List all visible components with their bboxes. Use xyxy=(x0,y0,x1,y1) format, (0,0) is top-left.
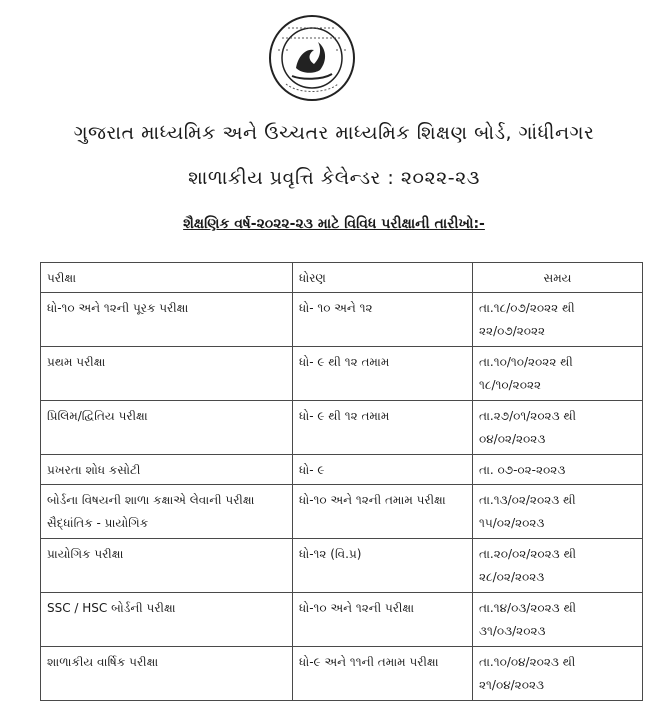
board-seal-logo xyxy=(268,14,356,102)
time-end: ૧૫/૦૨/૨૦૨૩ xyxy=(479,516,545,530)
standard-cell: ધો- ૧૦ અને ૧૨ xyxy=(293,293,473,347)
time-cell xyxy=(473,485,643,539)
table-row xyxy=(41,485,643,539)
time-end: ૧૮/૧૦/૨૦૨૨ xyxy=(479,378,542,392)
time-end: ૦૪/૦૨/૨૦૨૩ xyxy=(479,432,546,446)
header-time: સમય xyxy=(473,263,643,293)
standard-cell: ધો-૧૨ (વિ.પ્ર) xyxy=(293,539,473,593)
table-row xyxy=(41,401,643,455)
table-header-row xyxy=(41,263,643,293)
time-cell xyxy=(473,293,643,347)
header-exam: પરીક્ષા xyxy=(41,263,293,293)
exam-dates-subtitle: શૈક્ષણિક વર્ષ-૨૦૨૨-૨૩ માટે વિવિધ પરીક્ષાની તારીખો:- xyxy=(183,216,485,232)
exam-cell: SSC / HSC બોર્ડની પરીક્ષા xyxy=(41,593,293,647)
exam-cell: ધો-૧૦ અને ૧૨ની પૂરક પરીક્ષા xyxy=(41,293,293,347)
time-end: ૨૮/૦૨/૨૦૨૩ xyxy=(479,570,545,584)
time-end: ૨૧/૦૪/૨૦૨૩ xyxy=(479,678,544,692)
exam-cell: પ્રાયોગિક પરીક્ષા xyxy=(41,539,293,593)
time-start: તા.૧૦/૧૦/૨૦૨૨ થી xyxy=(479,355,573,369)
time-cell xyxy=(473,647,643,701)
time-cell xyxy=(473,593,643,647)
table-row xyxy=(41,647,643,701)
time-start: તા.૨૭/૦૧/૨૦૨૩ થી xyxy=(479,409,577,423)
standard-cell: ધો-૯ અને ૧૧ની તમામ પરીક્ષા xyxy=(293,647,473,701)
standard-cell: ધો- ૯ થી ૧૨ તમામ xyxy=(293,401,473,455)
time-start: તા.૧૪/૦૩/૨૦૨૩ થી xyxy=(479,601,577,615)
exam-cell: બોર્ડના વિષયની શાળા કક્ષાએ લેવાની પરીક્ષા સૈદ્ધાંતિક - પ્રાયોગિક xyxy=(41,485,293,539)
standard-cell: ધો-૧૦ અને ૧૨ની તમામ પરીક્ષા xyxy=(293,485,473,539)
time-start: તા.૧૮/૦૭/૨૦૨૨ થી xyxy=(479,301,575,315)
time-start: તા.૧૦/૦૪/૨૦૨૩ થી xyxy=(479,655,576,669)
standard-cell: ધો-૧૦ અને ૧૨ની પરીક્ષા xyxy=(293,593,473,647)
exam-cell: પ્રિલિમ/દ્વિતિય પરીક્ષા xyxy=(41,401,293,455)
time-cell xyxy=(473,401,643,455)
exam-schedule-table xyxy=(40,262,643,701)
time-cell xyxy=(473,539,643,593)
table-row xyxy=(41,593,643,647)
time-start: તા.૧૩/૦૨/૨૦૨૩ થી xyxy=(479,493,576,507)
exam-cell: શાળાકીય વાર્ષિક પરીક્ષા xyxy=(41,647,293,701)
table-row xyxy=(41,539,643,593)
table-row xyxy=(41,455,643,485)
time-end: ૩૧/૦૩/૨૦૨૩ xyxy=(479,624,546,638)
standard-cell: ધો- ૯ થી ૧૨ તમામ xyxy=(293,347,473,401)
table-row xyxy=(41,347,643,401)
time-start: તા.૨૦/૦૨/૨૦૨૩ થી xyxy=(479,547,577,561)
table-row xyxy=(41,293,643,347)
time-cell: તા. ૦૭-૦૨-૨૦૨૩ xyxy=(473,455,643,485)
time-cell xyxy=(473,347,643,401)
standard-cell: ધો- ૯ xyxy=(293,455,473,485)
exam-cell: પ્રખરતા શોધ કસોટી xyxy=(41,455,293,485)
header-standard: ધોરણ xyxy=(293,263,473,293)
exam-cell: પ્રથમ પરીક્ષા xyxy=(41,347,293,401)
time-end: ૨૨/૦૭/૨૦૨૨ xyxy=(479,324,546,338)
board-title: ગુજરાત માધ્યમિક અને ઉચ્ચતર માધ્યમિક શિક્ષણ બોર્ડ, ગાંધીનગર xyxy=(73,122,595,144)
calendar-title: શાળાકીય પ્રવૃત્તિ કેલેન્ડર : ૨૦૨૨-૨૩ xyxy=(188,167,480,189)
